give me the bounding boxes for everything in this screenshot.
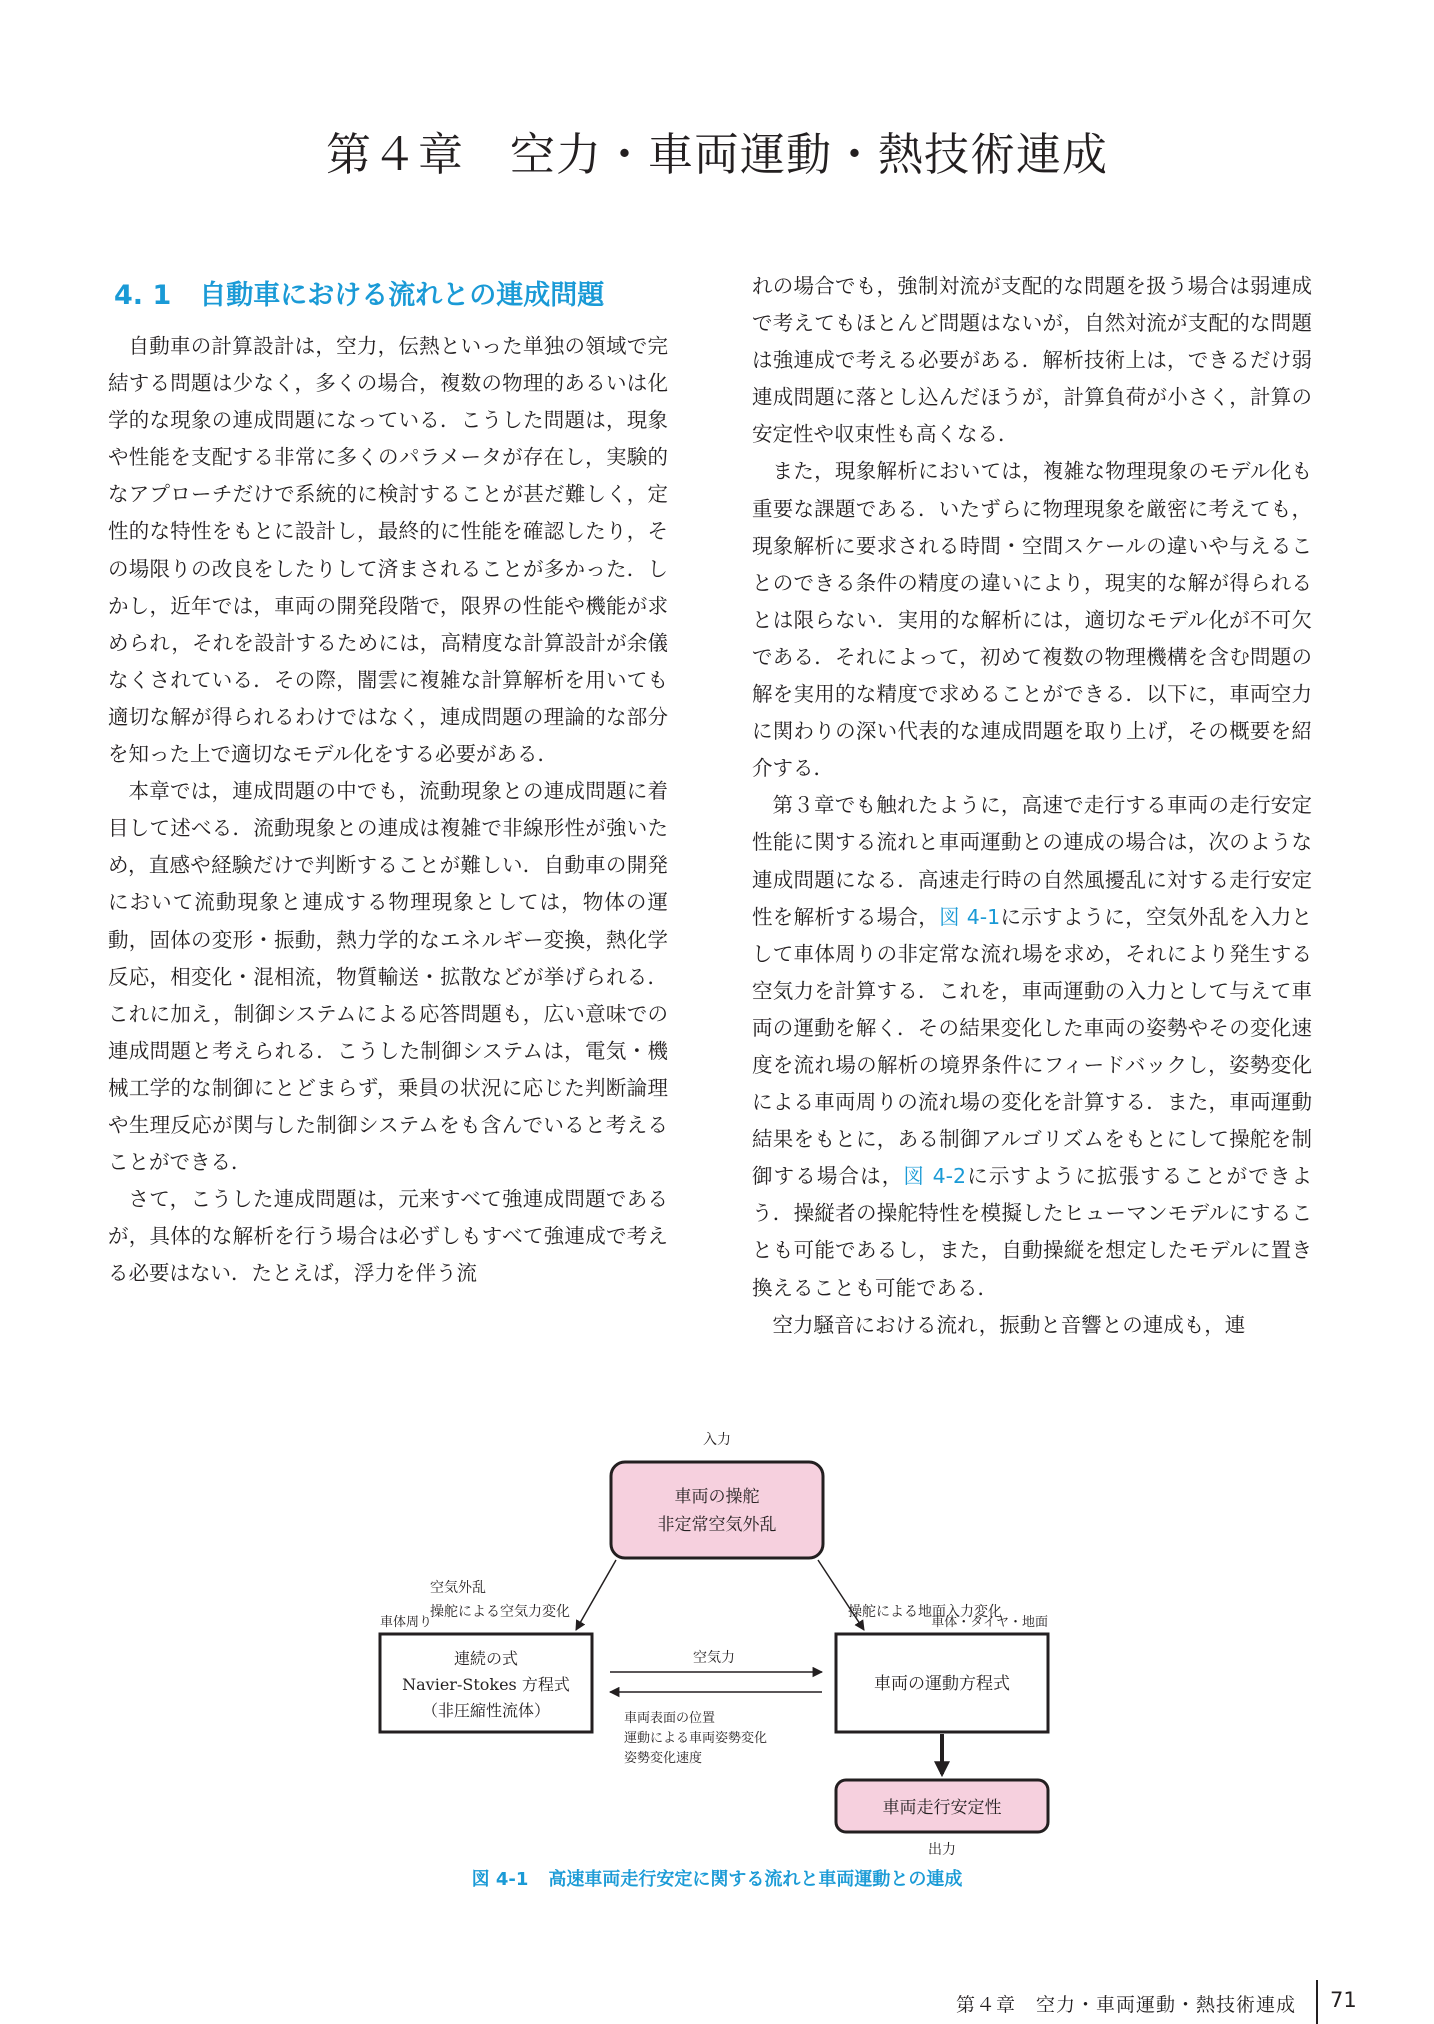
left-box-line2: Navier-Stokes 方程式 <box>402 1675 570 1694</box>
paragraph-text: に示すように拡張することができよう．操縦者の操舵特性を模擬したヒューマンモデルにすることも可能であるし，また，自動操縦を想定したモデルに置き換えることも可能である． <box>752 1164 1313 1300</box>
bottom-box-line1: 車両走行安定性 <box>882 1798 1002 1818</box>
top-box <box>611 1462 823 1558</box>
section-heading <box>114 276 668 316</box>
figure-caption-title: 高速車両走行安定に関する流れと車両運動との連成 <box>548 1869 963 1890</box>
paragraph: 自動車の計算設計は，空力，伝熱といった単独の領域で完結する問題は少なく，多くの場合，複数の物理的あるいは化学的な現象の連成問題になっている．こうした問題は，現象や性能を支配する非常に多くのパラメータが存在し，実験的なアプローチだけで系統的に検討することが甚だ難しく，定性的な特性をもとに設計し，最終的に性能を確認したり，その場限りの改良をしたりして済まされることが多かった．しかし，近年では，車両の開発段階で，限界の性能や機能が求められ，それを設計するためには，高精度な計算設計が余儀なくされている．その際，闇雲に複雑な計算解析を用いても適切な解が得られるわけではなく，連成問題の理論的な部分を知った上で適切なモデル化をする必要がある． <box>108 334 668 767</box>
page-number: 71 <box>1330 1988 1357 2012</box>
paragraph: また，現象解析においては，複雑な物理現象のモデル化も重要な課題である．いたずらに物理現象を厳密に考えても，現象解析に要求される時間・空間スケールの違いや与えることのできる条件の精度の違いにより，現実的な解が得られるとは限らない．実用的な解析には，適切なモデル化が不可欠である．それによって，初めて複数の物理機構を含む問題の解を実用的な精度で求めることができる．以下に，車両空力に関わりの深い代表的な連成問題を取り上げ，その概要を紹介する． <box>752 459 1312 781</box>
left-box-caption: 車体周り <box>380 1615 433 1630</box>
paragraph: 空力騒音における流れ，振動と音響との連成も，連 <box>772 1312 1246 1337</box>
left-arrow-label-2: 操舵による空気力変化 <box>430 1604 570 1620</box>
paragraph: 本章では，連成問題の中でも，流動現象との連成問題に着目して述べる．流動現象との連成は複雑で非線形性が強いため，直感や経験だけで判断することが難しい．自動車の開発において流動現象と連成する物理現象としては，物体の運動，固体の変形・振動，熱力学的なエネルギー変換，熱化学反応，相変化・混相流，物質輸送・拡散などが挙げられる．これに加え，制御システムによる応答問題も，広い意味での連成問題と考えられる．こうした制御システムは，電気・機械工学的な制御にとどまらず，乗員の状況に応じた判断論理や生理反応が関与した制御システムをも含んでいると考えることができる． <box>108 779 668 1175</box>
figure-4-1 <box>0 1420 1434 1900</box>
flow-diagram <box>0 1420 1434 1900</box>
left-box-line1: 連続の式 <box>453 1649 519 1668</box>
right-column <box>752 268 1312 1344</box>
back-arrow-label-1: 車両表面の位置 <box>624 1711 716 1726</box>
footer-divider <box>1316 1980 1318 2024</box>
chapter-title: 第４章 空力・車両運動・熱技術連成 <box>325 128 1108 181</box>
paragraph-text: に示すように，空気外乱を入力として車体周りの非定常な流れ場を求め，それにより発生する空気力を計算する．これを，車両運動の入力として与えて車両の運動を解く．その結果変化した車両の姿勢やその変化速度を流れ場の解析の境界条件にフィードバックし，姿勢変化による車両周りの流れ場の変化を計算する．また，車両運動結果をもとに，ある制御アルゴリズムをもとにして操舵を制御する場合は， <box>752 904 1313 1189</box>
figure-reference-link[interactable]: 図 4-2 <box>903 1164 967 1189</box>
figure-caption <box>0 1865 1434 1891</box>
forward-arrow-label: 空気力 <box>693 1650 735 1666</box>
output-label: 出力 <box>928 1842 956 1858</box>
back-arrow-label-3: 姿勢変化速度 <box>624 1751 703 1766</box>
paragraph <box>752 787 1312 1306</box>
footer-chapter-title: 第４章 空力・車両運動・熱技術連成 <box>955 1994 1296 2016</box>
figure-reference-link[interactable]: 図 4-1 <box>939 904 1001 929</box>
right-arrow-label: 操舵による地面入力変化 <box>848 1604 1002 1620</box>
right-box-line1: 車両の運動方程式 <box>874 1674 1010 1694</box>
left-box-line3: （非圧縮性流体） <box>421 1701 551 1720</box>
figure-caption-number: 図 4-1 <box>471 1869 529 1890</box>
arrow-top-to-left <box>576 1560 616 1630</box>
paragraph-text: 第３章でも触れたように，高速で走行する車両の走行安定性能に関する流れと車両運動との連成の場合は，次のような連成問題になる．高速走行時の自然風擾乱に対する走行安定性を解析する場合， <box>752 793 1312 929</box>
section-number: 4. 1 <box>114 280 172 311</box>
top-box-line2: 非定常空気外乱 <box>657 1515 777 1535</box>
paragraph: れの場合でも，強制対流が支配的な問題を扱う場合は弱連成で考えてもほとんど問題はないが，自然対流が支配的な問題は強連成で考える必要がある．解析技術上は，できるだけ弱連成問題に落とし込んだほうが，計算負荷が小さく，計算の安定性や収束性も高くなる． <box>752 274 1312 447</box>
right-box-caption: 車体・タイヤ・地面 <box>931 1615 1048 1630</box>
input-label: 入力 <box>703 1432 731 1448</box>
paragraph: さて，こうした連成問題は，元来すべて強連成問題であるが，具体的な解析を行う場合は必ずしもすべて強連成で考える必要はない．たとえば，浮力を伴う流 <box>108 1187 668 1286</box>
left-column <box>108 276 668 1292</box>
back-arrow-label-2: 運動による車両姿勢変化 <box>624 1731 768 1746</box>
section-title: 自動車における流れとの連成問題 <box>199 280 605 311</box>
left-arrow-label-1: 空気外乱 <box>430 1580 486 1596</box>
top-box-line1: 車両の操舵 <box>674 1487 760 1507</box>
